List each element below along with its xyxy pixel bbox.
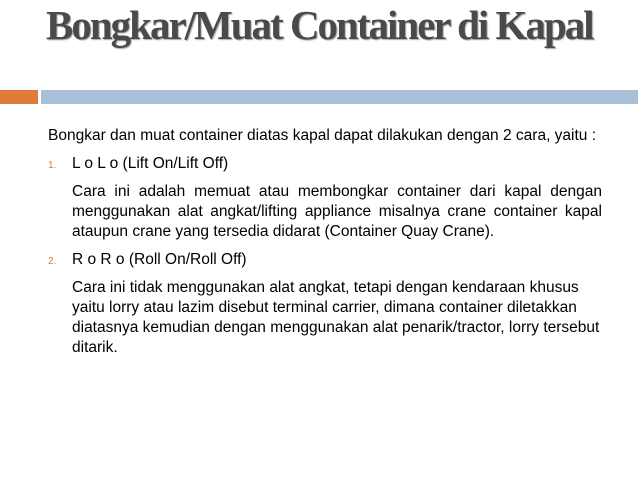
list-description-lolo: Cara ini adalah memuat atau membongkar container dari kapal dengan menggunakan alat angkat/lifting appliance misalnya crane container kapal ataupun crane yang tersedia didarat (Container Quay Crane).	[72, 183, 602, 240]
slide-content	[48, 126, 602, 358]
accent-bar-blue	[41, 90, 638, 104]
intro-paragraph: Bongkar dan muat container diatas kapal dapat dilakukan dengan 2 cara, yaitu :	[48, 127, 597, 144]
slide-title: Bongkar/Muat Container di Kapal	[46, 2, 593, 48]
list-heading-lolo: L o L o (Lift On/Lift Off)	[72, 155, 229, 172]
list-number-1: 1.	[48, 160, 57, 171]
list-heading-roro: R o R o (Roll On/Roll Off)	[72, 251, 247, 268]
list-number-2: 2.	[48, 256, 57, 267]
list-item-roro	[48, 250, 602, 270]
list-description-roro: Cara ini tidak menggunakan alat angkat, tetapi dengan kendaraan khusus yaitu lorry atau lazim disebut terminal carrier, dimana container diletakkan diatasnya kemudian dengan menggunakan alat penarik/tractor, lorry tersebut ditarik.	[72, 279, 600, 356]
accent-bar-orange	[0, 90, 38, 104]
list-item-lolo	[48, 154, 602, 174]
